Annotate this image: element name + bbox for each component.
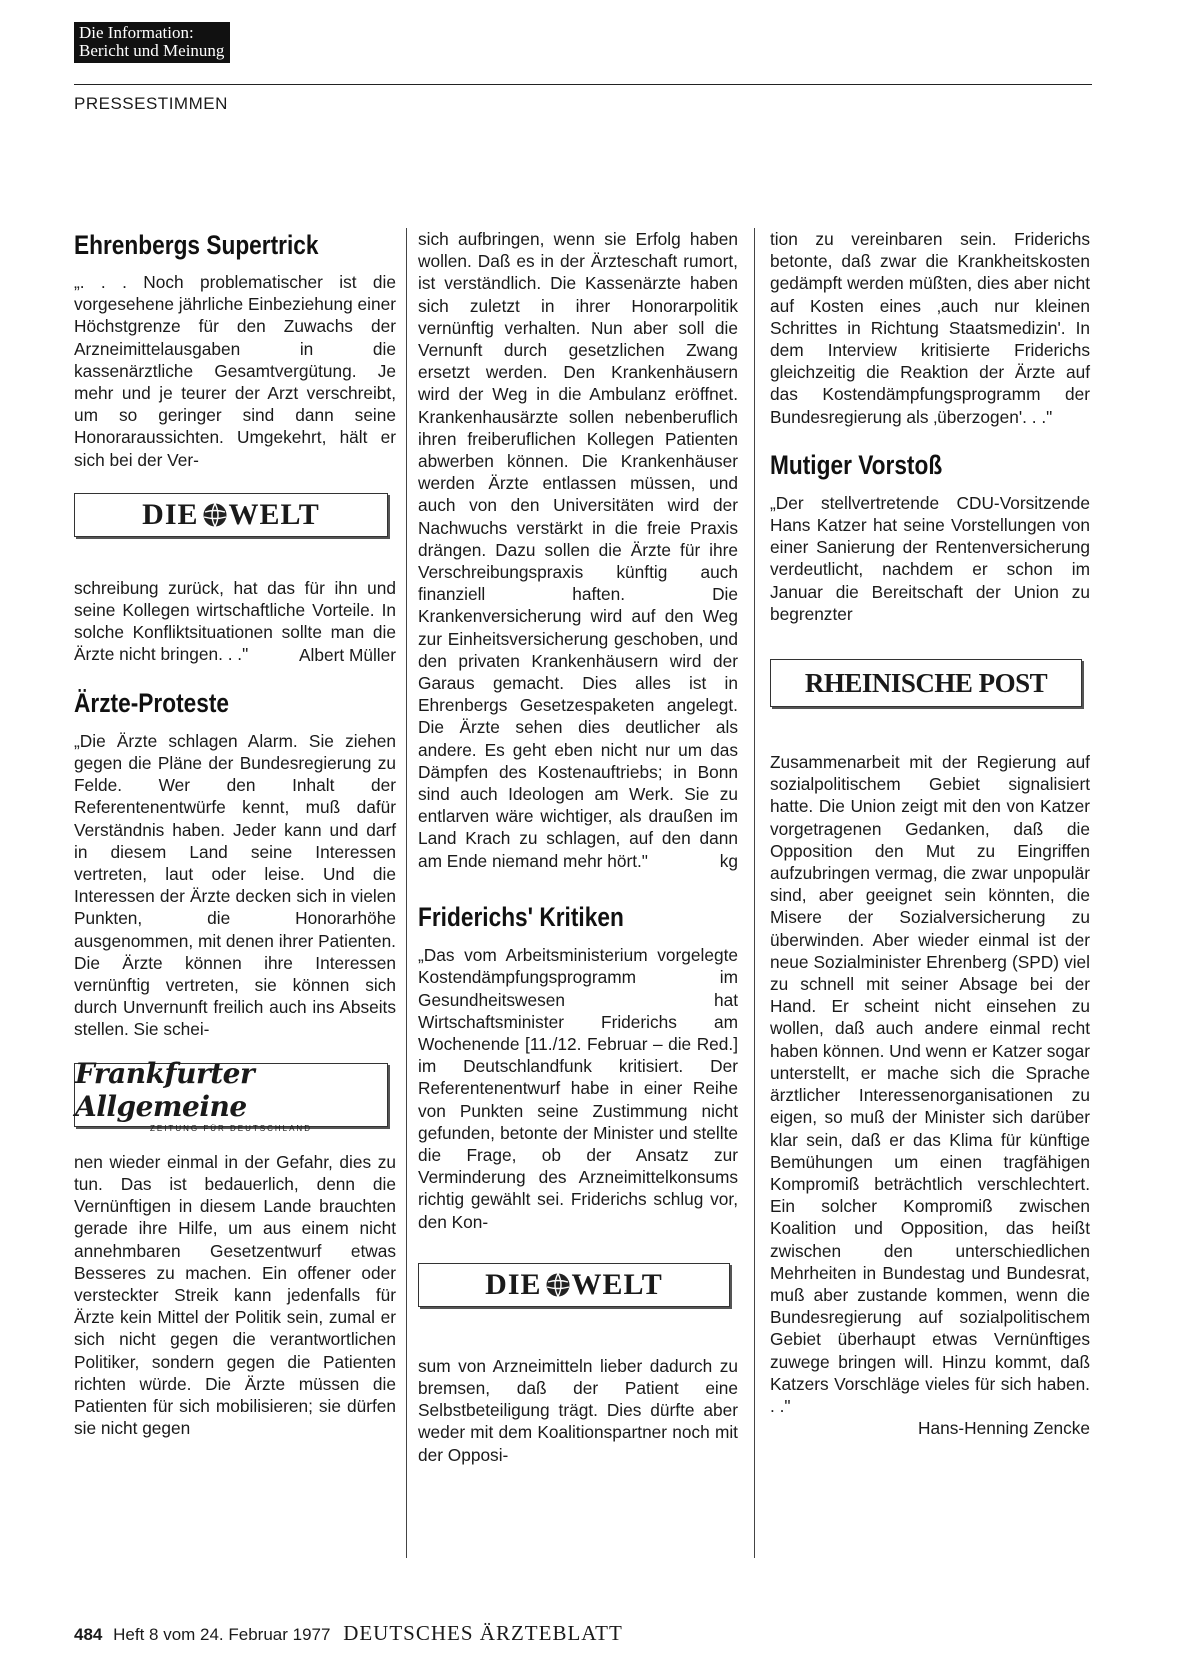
header-rule — [74, 84, 1092, 85]
article-paragraph: schreibung zurück, hat das für ihn und seine Kollegen wirtschaftliche Vorteile. In solche Konfliktsituationen sollte man die Ärzte nicht bringen. . ." — [74, 577, 396, 665]
article-headline: Ärzte-Proteste — [74, 687, 230, 718]
issue-info: Heft 8 vom 24. Februar 1977 — [113, 1625, 331, 1644]
newspaper-logo-rheinische-post: RHEINISCHE POST — [770, 659, 1082, 707]
globe-icon — [202, 502, 228, 528]
article-author: kg — [719, 850, 738, 871]
article-paragraph: „Die Ärzte schlagen Alarm. Sie ziehen gegen die Pläne der Bundesregierung zu Felde. Wer den Inhalt der Referentenentwürfe kennt, muß dafür Verständnis haben. Jeder kann und darf in diesem Land seine Interessen vertreten, laut oder leise. Und die Interessen der Ärzte decken sich in vielen Punkten, die Honorarhöhe ausgenommen, mit denen ihrer Patienten. Die Ärzte können ihre Interessen vernünftig vertreten, sie können sich durch Unvernunft freilich auch ins Abseits stellen. Sie schei- — [74, 730, 396, 1040]
rubric-line-1: Die Information: — [79, 23, 194, 42]
newspaper-logo-die-welt: DIE WELT — [418, 1263, 730, 1307]
column-3 — [770, 228, 1090, 1439]
newspaper-logo-die-welt: DIE WELT — [74, 493, 388, 537]
page-number: 484 — [74, 1625, 103, 1644]
article-author: Hans-Henning Zencke — [918, 1418, 1090, 1439]
article-headline: Ehrenbergs Supertrick — [74, 230, 319, 260]
article-author: Albert Müller — [299, 644, 396, 665]
article-paragraph: „Der stellvertretende CDU-Vorsitzende Hans Katzer hat seine Vorstellungen von einer Sanierung der Rentenversicherung verdeutlicht, nachdem er schon im Januar die Bereitschaft der Union zu begrenzter — [770, 492, 1090, 624]
article-paragraph: „. . . Noch problematischer ist die vorgesehene jährliche Einbeziehung einer Höchstgrenze für den Zuwachs der Arzneimittelausgaben in die kassenärztliche Gesamtvergütung. Je mehr und je teurer der Arzt verschreibt, um so geringer sind dann seine Honoraraussichten. Umgekehrt, hält er sich bei der Ver- — [74, 272, 396, 470]
globe-icon — [545, 1272, 571, 1298]
journal-masthead: DEUTSCHES ÄRZTEBLATT — [343, 1621, 623, 1645]
article-paragraph: tion zu vereinbaren sein. Friderichs betonte, daß zwar die Krankheitskosten gedämpft werden müßten, dies aber nicht auf Kosten eines ‚auch nur kleinen Schrittes in Richtung Staatsmedizin'. In dem Interview kritisierte Friderichs gleichzeitig die Reaktion der Ärzte auf das Kostendämpfungsprogramm der Bundesregierung als ‚überzogen'. . ." — [770, 229, 1090, 427]
column-divider — [406, 228, 407, 1558]
article-headline: Friderichs' Kritiken — [418, 902, 624, 933]
column-2 — [418, 228, 738, 1466]
column-1 — [74, 228, 396, 1439]
article-paragraph: „Das vom Arbeitsministerium vorgelegte Kostendämpfungsprogramm im Gesundheitswesen hat Wirtschaftsminister Friderichs am Wochenende [11./12. Februar – die Red.] im Deutschlandfunk kritisiert. Der Referentenentwurf habe in einer Reihe von Punkten seine Zustimmung nicht gefunden, betonte der Minister und stellte die Frage, ob der Ansatz zur Verminderung des Arzneimittelkonsums richtig gewählt sei. Friderichs schlug vor, den Kon- — [418, 945, 738, 1232]
newspaper-logo-faz: Frankfurter Allgemeine ZEITUNG FÜR DEUTSCHLAND — [74, 1063, 388, 1127]
rubric-line-2: Bericht und Meinung — [79, 41, 225, 60]
section-title: PRESSESTIMMEN — [74, 94, 228, 113]
article-headline: Mutiger Vorstoß — [770, 449, 943, 480]
article-paragraph: sich aufbringen, wenn sie Erfolg haben wollen. Daß es in der Ärzteschaft rumort, ist verständlich. Die Kassenärzte haben sich zuletzt in ihrer Honorarpolitik vernünftig verhalten. Nun aber soll die Vernunft durch gesetzlichen Zwang ersetzt werden. Den Krankenhäusern wird der Weg in die Ambulanz eröffnet. Krankenhausärzte sollen nebenberuflich ihren freiberuflichen Kollegen Patienten abwerben können. Die Krankenhäuser werden Ärzte entlassen müssen, und auch von den Universitäten wird der Nachwuchs verstärkt in die freie Praxis drängen. Dazu sollen die Ärzte für ihre Verschreibungspraxis künftig auch finanziell haften. Die Krankenversicherung wird auf den Weg zur Einheitsversicherung geschoben, und den privaten Krankenhäusern wird der Garaus gemacht. Dies alles ist in Ehrenbergs Gesetzespaketen angelegt. Die Ärzte sehen dies deutlicher als andere. Es geht eben nicht nur um das Dämpfen des Kostenauftriebs; in Bonn sind auch Ideologen am Werk. Sie zu entlarven wäre wichtiger, als draußen im Land Krach zu schlagen, auf den dann am Ende niemand mehr hört." — [418, 229, 738, 871]
page-footer — [74, 1621, 623, 1646]
column-divider — [754, 228, 755, 1558]
article-paragraph: nen wieder einmal in der Gefahr, dies zu tun. Das ist bedauerlich, denn die Vernünftigen in diesem Lande brauchten gerade ihre Hilfe, um aus einem nicht annehmbaren Gesetzentwurf etwas Besseres zu machen. Ein offener oder versteckter Streik kann jedenfalls für Ärzte kein Mittel der Politik sein, zumal er sich nicht gegen die verantwortlichen Politiker, sondern gegen die Patienten richten würde. Die Ärzte müssen die Patienten für sich mobilisieren; sie dürfen sie nicht gegen — [74, 1151, 396, 1439]
article-paragraph: Zusammenarbeit mit der Regierung auf sozialpolitischem Gebiet signalisiert hatte. Die Union zeigt mit den von Katzer vorgetragenen Gedanken, daß die Opposition den Mut zu Eingriffen aufzubringen vermag, die zwar unpopulär sind, aber geeignet sein könnten, die Misere der Sozialversicherung zu überwinden. Aber wieder einmal ist der neue Sozialminister Ehrenberg (SPD) viel zu schnell mit seiner Absage bei der Hand. Er scheint nicht einsehen zu wollen, daß auch andere einmal recht haben können. Und wenn er Katzer sogar unterstellt, er mache sich die Sprache ärztlicher Interessenorganisationen zu eigen, so muß der Minister sich darüber klar sein, daß er das Klima für künftige Bemühungen um einen tragfähigen Kompromiß beträchtlich verschlechtert. Ein solcher Kompromiß zwischen Koalition und Opposition, das heißt zwischen den unterschiedlichen Mehrheiten in Bundestag und Bundesrat, muß aber zustande kommen, wenn die Bundesregierung auf sozialpolitischem Gebiet überhaupt etwas Vernünftiges zuwege bringen will. Hinzu kommt, daß Katzers Vorschläge vieles für sich haben. . ." — [770, 752, 1090, 1416]
rubric-label — [74, 22, 230, 63]
article-paragraph: sum von Arzneimitteln lieber dadurch zu bremsen, daß der Patient eine Selbstbeteiligung trägt. Dies dürfte aber weder mit dem Koalitionspartner noch mit der Opposi- — [418, 1355, 738, 1465]
